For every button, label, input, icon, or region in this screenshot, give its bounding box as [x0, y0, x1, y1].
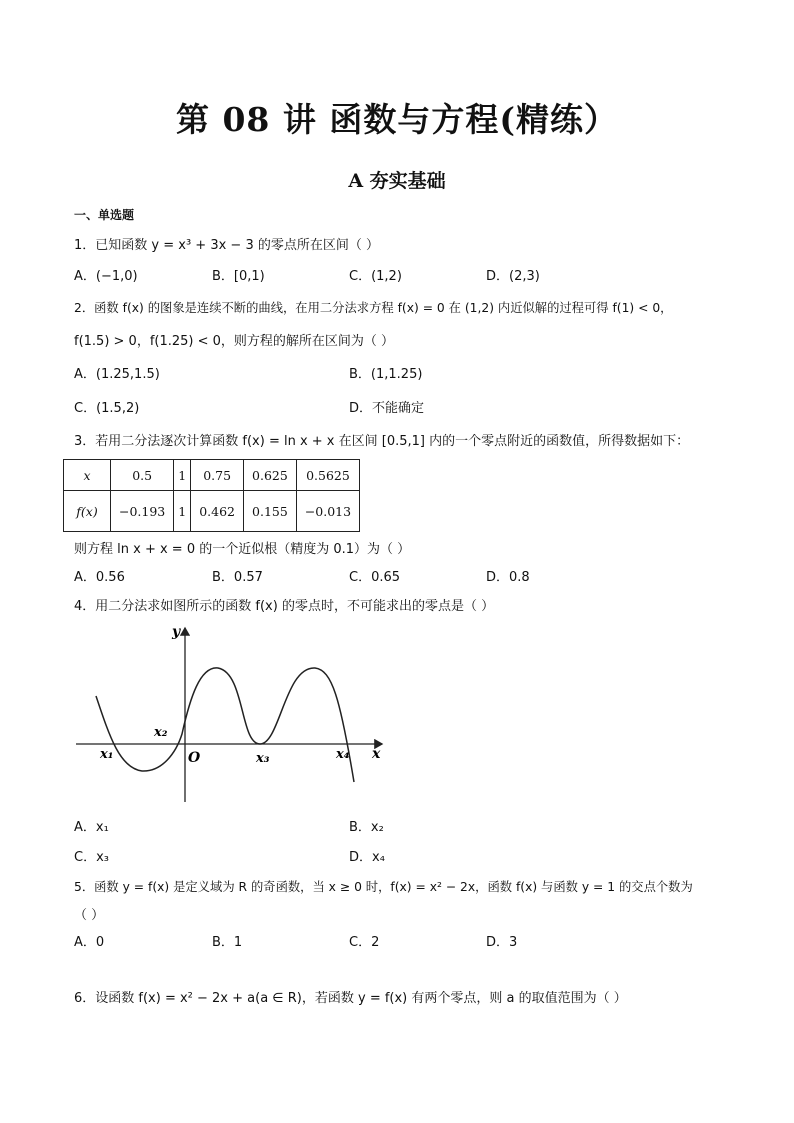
question-2-option-a: A．(1.25,1.5) — [74, 367, 160, 382]
table-cell: 0.75 — [191, 460, 244, 491]
x-axis-label: x — [372, 746, 381, 762]
question-4-option-d: D．x₄ — [349, 850, 385, 865]
question-5-option-b: B．1 — [212, 935, 243, 950]
table-cell: 0.625 — [244, 460, 297, 491]
question-5-option-a: A．0 — [74, 935, 105, 950]
function-curve — [96, 668, 354, 782]
page-title: 第 08 讲 函数与方程(精练） — [175, 100, 618, 139]
function-graph — [70, 618, 400, 808]
question-2-stem-line2: f(1.5) > 0，f(1.25) < 0，则方程的解所在区间为（ ） — [74, 334, 395, 349]
question-4-option-a: A．x₁ — [74, 820, 109, 835]
table-cell: −0.013 — [296, 491, 359, 532]
x1-label: x₁ — [100, 747, 114, 762]
question-2-stem-line1: 2．函数 f(x) 的图象是连续不断的曲线，在用二分法求方程 f(x) = 0 在 (1,2) 内近似解的过程可得 f(1) < 0， — [74, 301, 673, 315]
question-5-stem-line1: 5．函数 y = f(x) 是定义域为 R 的奇函数，当 x ≥ 0 时，f(x) = x² − 2x，函数 f(x) 与函数 y = 1 的交点个数为 — [74, 880, 693, 894]
question-1-option-a: A．(−1,0) — [74, 269, 138, 284]
question-4-option-b: B．x₂ — [349, 820, 384, 835]
question-3-option-b: B．0.57 — [212, 570, 263, 585]
question-2-option-b: B．(1,1.25) — [349, 367, 423, 382]
table-row — [64, 491, 360, 532]
question-5-stem-line2: （ ） — [74, 908, 105, 923]
table-cell: 0.155 — [244, 491, 297, 532]
question-4-stem: 4．用二分法求如图所示的函数 f(x) 的零点时，不可能求出的零点是（ ） — [74, 599, 495, 614]
question-3-option-c: C．0.65 — [349, 570, 401, 585]
question-3-option-d: D．0.8 — [486, 570, 530, 585]
table-cell: x — [64, 460, 111, 491]
question-1-option-d: D．(2,3) — [486, 269, 540, 284]
question-3-after: 则方程 ln x + x = 0 的一个近似根（精度为 0.1）为（ ） — [74, 542, 411, 557]
question-2-option-c: C．(1.5,2) — [74, 401, 140, 416]
table-cell: 0.5 — [111, 460, 174, 491]
section-heading: 一、单选题 — [74, 208, 135, 222]
x4-label: x₄ — [336, 747, 350, 762]
question-5-option-d: D．3 — [486, 935, 518, 950]
table-cell: f(x) — [64, 491, 111, 532]
data-table — [63, 459, 360, 532]
table-row — [64, 460, 360, 491]
table-cell: 0.462 — [191, 491, 244, 532]
question-2-option-d: D．不能确定 — [349, 401, 425, 416]
question-1-option-c: C．(1,2) — [349, 269, 402, 284]
table-cell: 1 — [174, 491, 191, 532]
y-axis-label: y — [172, 624, 181, 640]
x2-label: x₂ — [154, 725, 168, 740]
question-1-option-b: B．[0,1) — [212, 269, 265, 284]
section-subtitle: A 夯实基础 — [348, 170, 446, 192]
question-5-option-c: C．2 — [349, 935, 380, 950]
x3-label: x₃ — [256, 751, 270, 766]
table-cell: 1 — [174, 460, 191, 491]
table-cell: 0.5625 — [296, 460, 359, 491]
question-6-stem: 6．设函数 f(x) = x² − 2x + a(a ∈ R)，若函数 y = f(x) 有两个零点，则 a 的取值范围为（ ） — [74, 991, 627, 1006]
question-3-option-a: A．0.56 — [74, 570, 125, 585]
table-cell: −0.193 — [111, 491, 174, 532]
origin-label: O — [188, 750, 201, 766]
question-4-option-c: C．x₃ — [74, 850, 109, 865]
question-3-stem: 3．若用二分法逐次计算函数 f(x) = ln x + x 在区间 [0.5,1] 内的一个零点附近的函数值，所得数据如下： — [74, 434, 690, 449]
question-1-stem: 1．已知函数 y = x³ + 3x − 3 的零点所在区间（ ） — [74, 238, 379, 253]
